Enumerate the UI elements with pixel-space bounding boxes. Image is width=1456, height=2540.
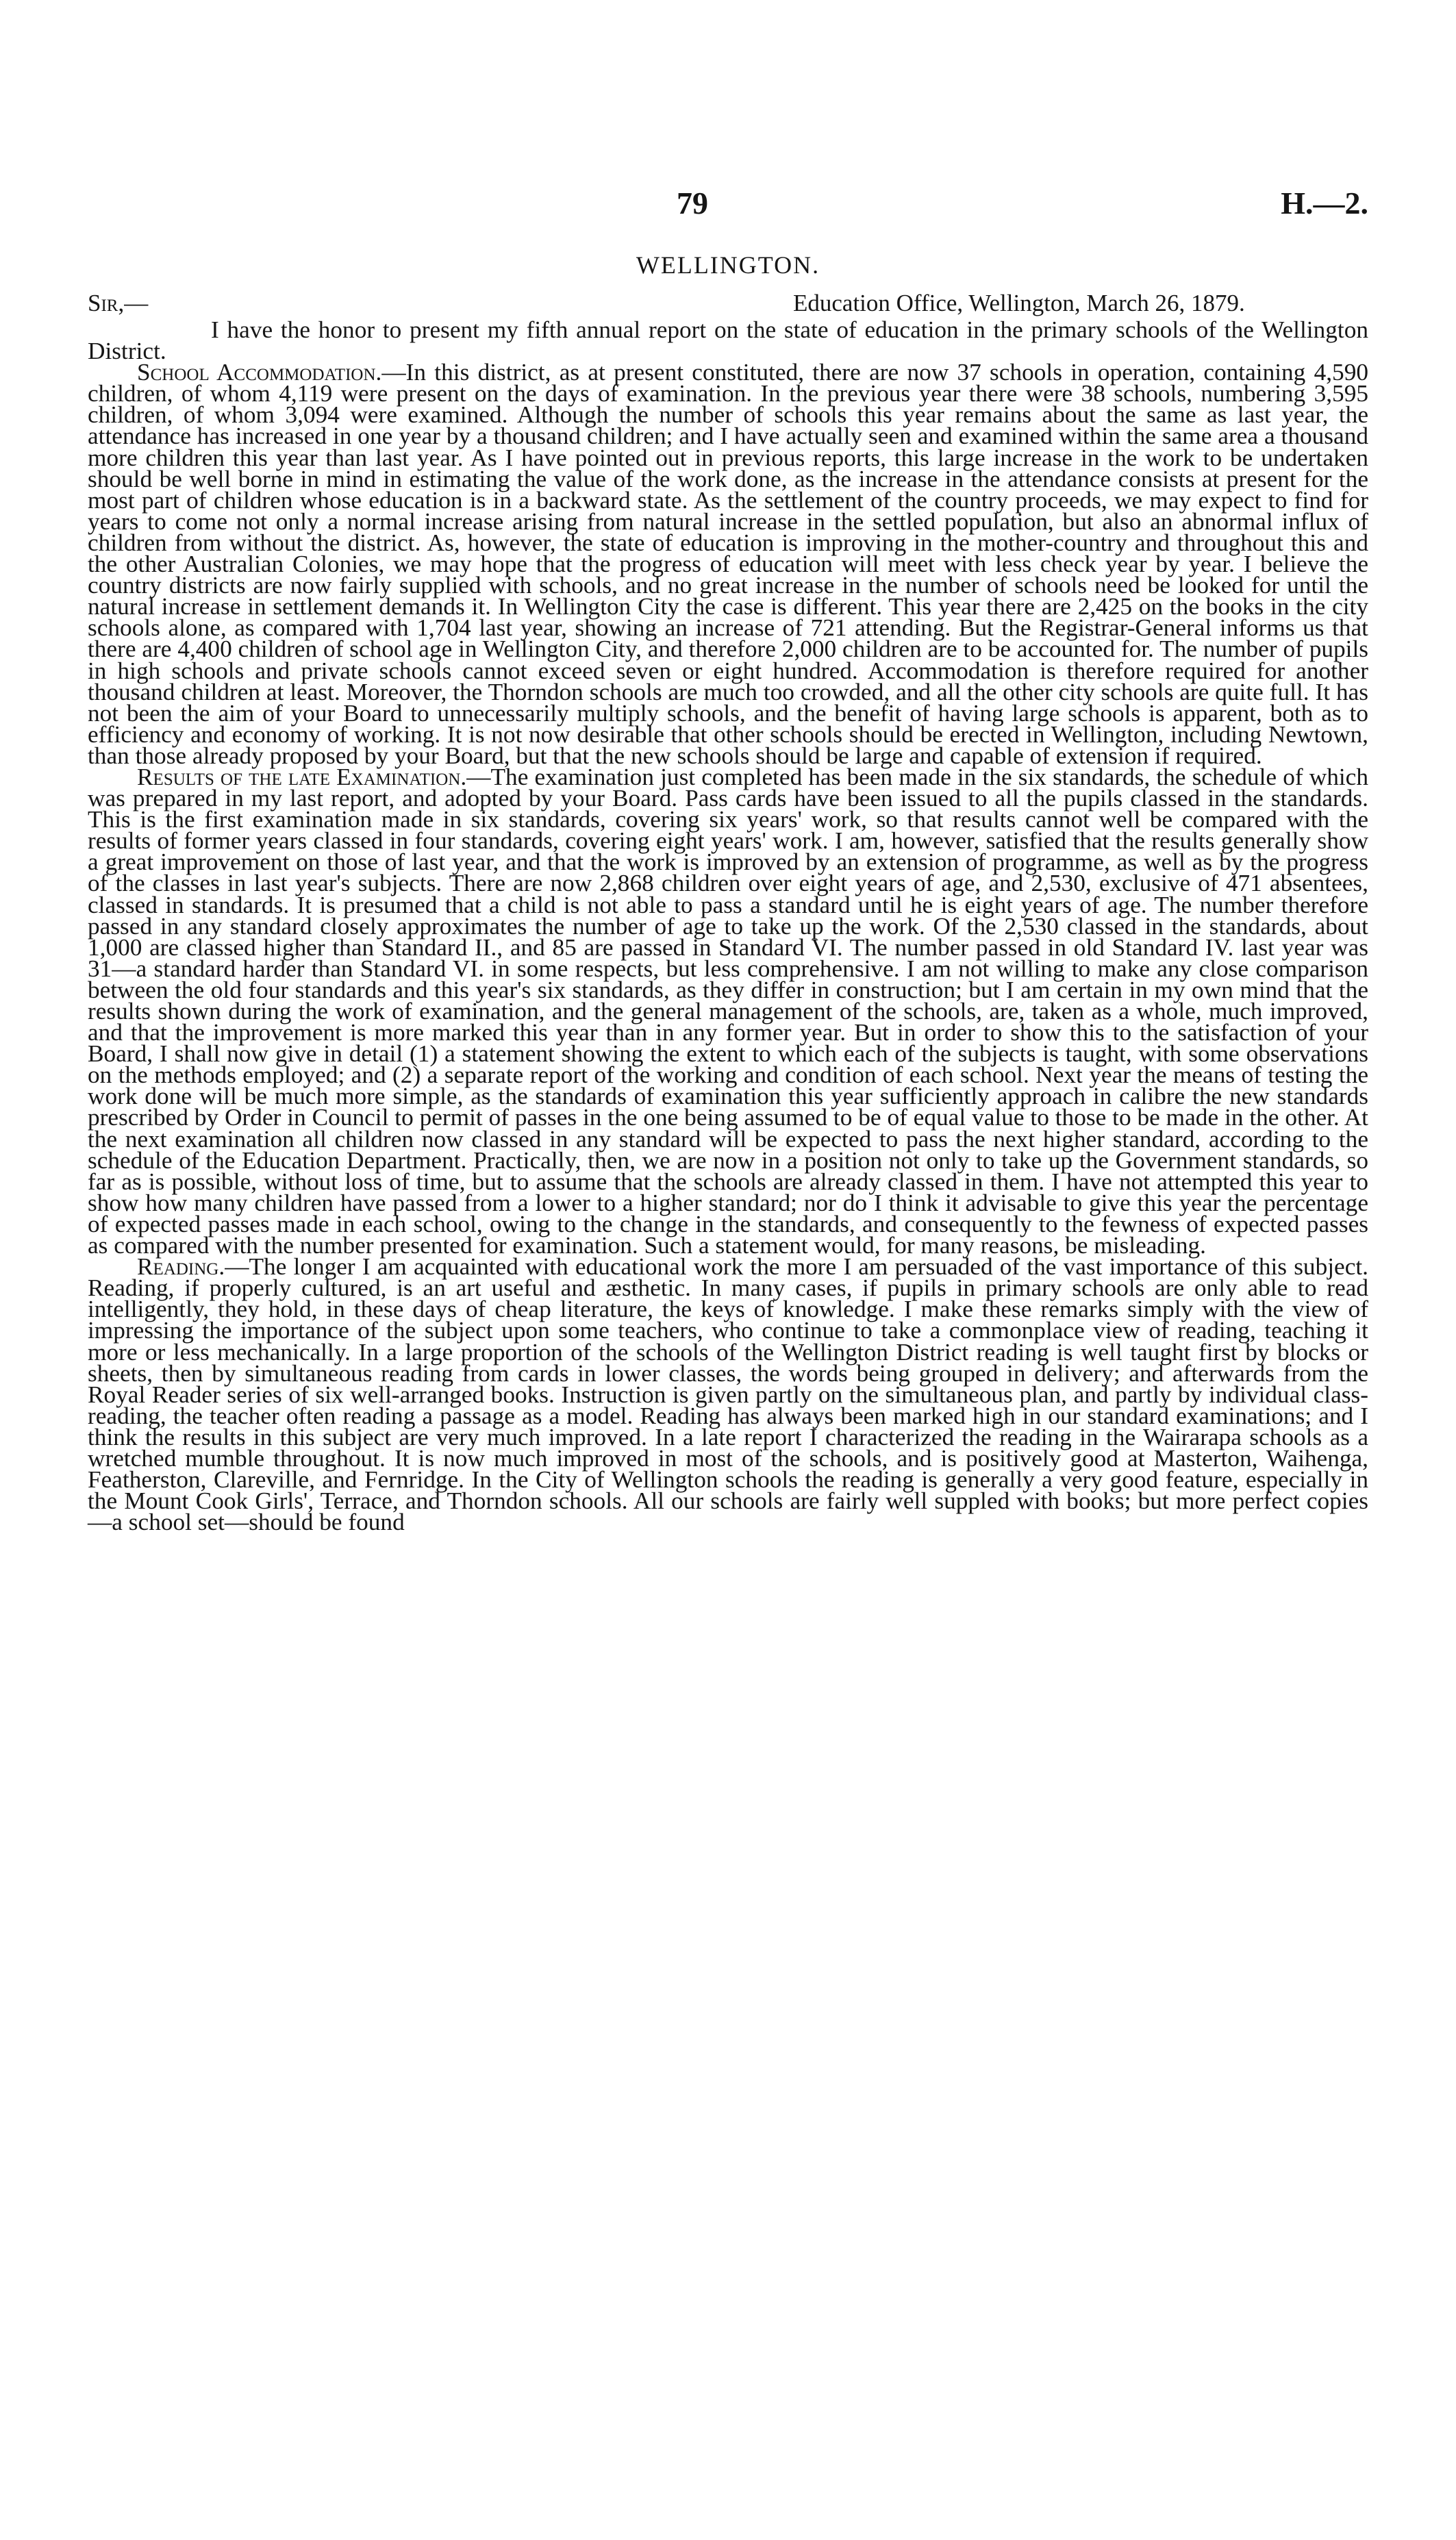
document-reference: H.—2. [1281, 186, 1368, 221]
section-reading [88, 1253, 1368, 1536]
section-text: —The longer I am acquainted with educational work the more I am persuaded of the vast importance of this subject. Reading, if properly cultured, is an art useful and æsthetic. In many cases, if pupils in primary schools are only able to read intelligently, they hold, in these days of cheap literature, the keys of knowledge. I make these remarks simply with the view of impressing the importance of the subject upon some teachers, who continue to take a commonplace view of reading, teaching it more or less mechanically. In a large proportion of the schools of the Wellington District reading is well taught first by blocks or sheets, then by simultaneous reading from cards in lower classes, the words being grouped in delivery; and afterwards from the Royal Reader series of six well-arranged books. Instruction is given partly on the simultaneous plan, and partly by individual class-reading, the teacher often reading a passage as a model. Reading has always been marked high in our standard examinations; and I think the results in this subject are very much improved. In a late report I characterized the reading in the Wairarapa schools as a wretched mumble throughout. It is now much improved in most of the schools, and is positively good at Masterton, Waihenga, Featherston, Clareville, and Fernridge. In the City of Wellington schools the reading is generally a very good feature, especially in the Mount Cook Girls', Terrace, and Thorndon schools. All our schools are fairly well suppled with books; but more perfect copies—a school set—should be found [88, 1253, 1368, 1536]
dateline: Education Office, Wellington, March 26, 1879. [793, 290, 1245, 316]
section-text: —In this district, as at present constituted, there are now 37 schools in operation, containing 4,590 children, of whom 4,119 were present on the days of examination. In the previous year there were 38 schools, numbering 3,595 children, of whom 3,094 were examined. Although the number of schools this year remains about the same as last year, the attendance has increased in one year by a thousand children; and I have actually seen and examined within the same area a thousand more children this year than last year. As I have pointed out in previous reports, this large increase in the work to be undertaken should be well borne in mind in estimating the value of the work done, as the increase in the attendance consists at present for the most part of children whose education is in a backward state. As the settlement of the country proceeds, we may expect to find for years to come not only a normal increase arising from natural increase in the settled population, but also an abnormal influx of children from without the district. As, however, the state of education is improving in the mother-country and throughout this and the other Australian Colonies, we may hope that the progress of education will meet with less check year by year. I believe the country districts are now fairly supplied with schools, and no great increase in the number of schools need be looked for until the natural increase in settlement demands it. In Wellington City the case is different. This year there are 2,425 on the books in the city schools alone, as compared with 1,704 last year, showing an increase of 721 attending. But the Registrar-General informs us that there are 4,400 children of school age in Wellington City, and therefore 2,000 children are to be accounted for. The number of pupils in high schools and private schools cannot exceed seven or eight hundred. Accommodation is therefore required for another thousand children at least. Moreover, the Thorndon schools are much too crowded, and all the other city schools are quite full. It has not been the aim of your Board to unnecessarily multiply schools, and the benefit of having large schools is apparent, both as to efficiency and economy of working. It is not now desirable that other schools should be erected in Wellington, including Newtown, than those already proposed by your Board, but that the new schools should be large and capable of extension if required. [88, 359, 1369, 769]
document-page [88, 178, 1369, 1536]
report-body [88, 316, 1369, 1536]
report-title: WELLINGTON. [636, 251, 820, 279]
intro-paragraph: I have the honor to present my fifth annual report on the state of education in the primary schools of the Wellington District. [88, 316, 1368, 365]
page-header [88, 178, 1368, 233]
section-text: —The examination just completed has been made in the six standards, the schedule of which was prepared in my last report, and adopted by your Board. Pass cards have been issued to all the pupils classed in the standards. This is the first examination made in six standards, covering six years' work, so that results cannot well be compared with the results of former years classed in four standards, covering eight years' work. I am, however, satisfied that the results generally show a great improvement on those of last year, and that the work is improved by an extension of programme, as well as by the progress of the classes in last year's subjects. There are now 2,868 children over eight years of age, and 2,530, exclusive of 471 absentees, classed in standards. It is presumed that a child is not able to pass a standard until he is eight years of age. The number therefore passed in any standard closely approximates the number of age to take up the work. Of the 2,530 classed in the standards, about 1,000 are classed higher than Standard II., and 85 are passed in Standard VI. The number passed in old Standard IV. last year was 31—a standard harder than Standard VI. in some respects, but less comprehensive. I am not willing to make any close comparison between the old four standards and this year's six standards, as they differ in construction; but I am certain in my own mind that the results shown during the work of examination, and the general management of the schools, are, taken as a whole, much improved, and that the improvement is more marked this year than in any former year. But in order to show this to the satisfaction of your Board, I shall now give in detail (1) a statement showing the extent to which each of the subjects is taught, with some observations on the methods employed; and (2) a separate report of the working and condition of each school. Next year the means of testing the work done will be much more simple, as the standards of examination this year sufficiently approach in calibre the new standards prescribed by Order in Council to permit of passes in the one being assumed to be of equal value to those to be made in the other. At the next examination all children now classed in any standard will be expected to pass the next higher standard, according to the schedule of the Education Department. Practically, then, we are now in a position not only to take up the Government standards, so far as is possible, without loss of time, but to assume that the schools are already classed in them. I have not attempted this year to show how many children have passed from a lower to a higher standard; nor do I think it advisable to give this year the percentage of expected passes made in each school, owing to the change in the standards, and consequently to the fewness of expected passes as compared with the number presented for examination. Such a statement would, for many reasons, be misleading. [88, 763, 1368, 1259]
section-school-accommodation [88, 359, 1369, 769]
salutation-row [88, 288, 1368, 319]
salutation: Sir,— [88, 290, 149, 316]
page-number: 79 [677, 186, 708, 221]
section-heading: Reading. [137, 1253, 225, 1281]
section-results-examination [88, 763, 1368, 1259]
section-heading: School Accommodation. [137, 359, 382, 386]
section-heading: Results of the late Examination. [137, 763, 467, 790]
